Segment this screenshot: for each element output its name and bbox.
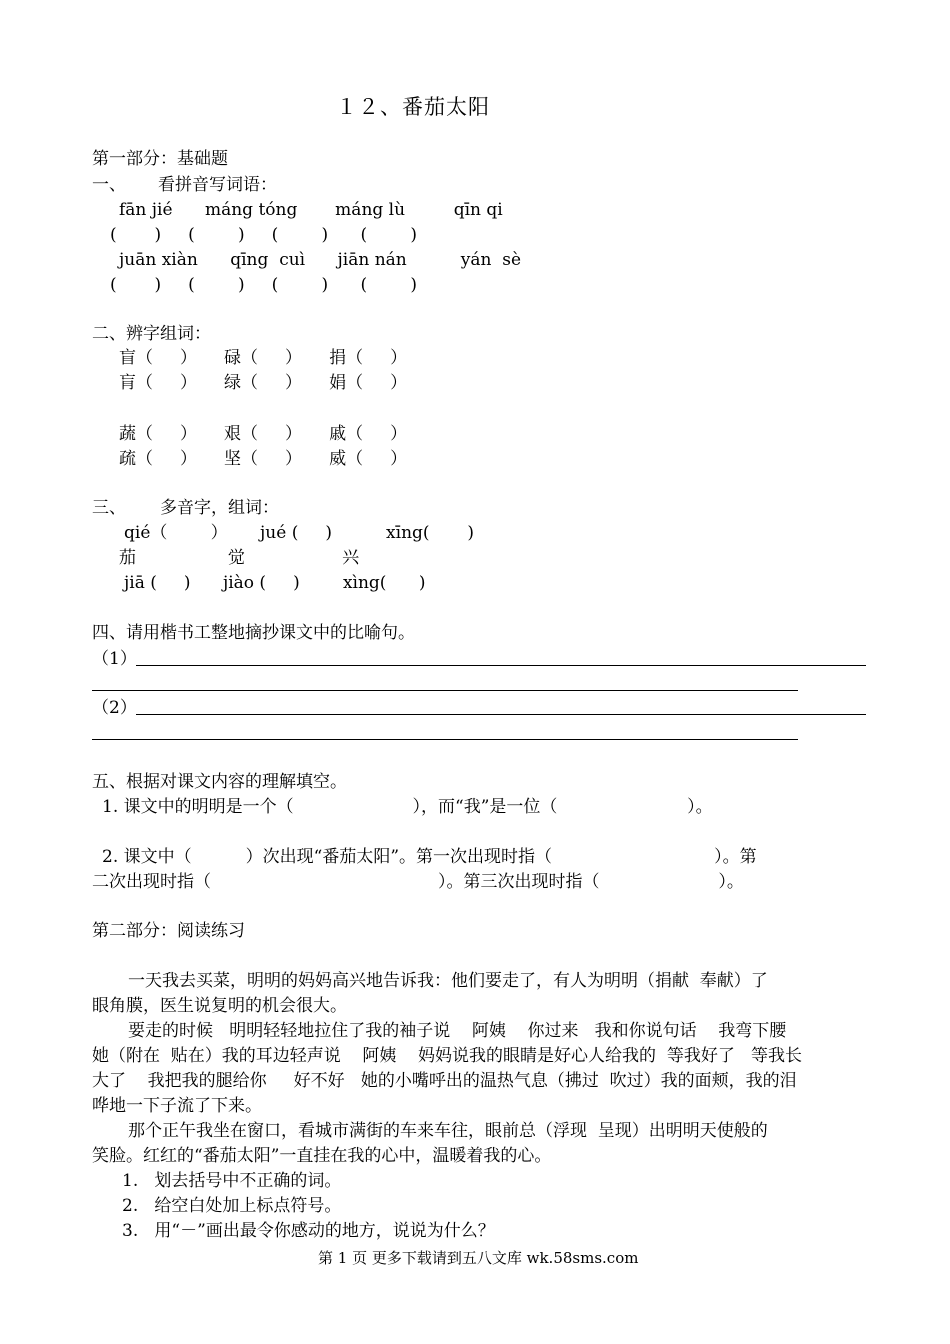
answer-line[interactable] xyxy=(92,690,798,691)
q1-label: 一、 xyxy=(92,175,126,195)
q1-pinyin-row1: fān jié máng tóng máng lù qīn qi xyxy=(119,200,503,220)
q1-text: 看拼音写词语： xyxy=(158,175,277,195)
answer-line[interactable] xyxy=(136,665,866,666)
q1-blanks-row1: ( ) ( ) ( ) ( ) xyxy=(110,225,418,245)
q4-item2-label: （2） xyxy=(92,698,137,718)
q3-label: 三、 xyxy=(92,498,126,518)
q3-row3: jiā ( ) jiào ( ) xìng( ) xyxy=(124,573,426,593)
q5-item1: 1. 课文中的明明是一个（ ），而“我”是一位（ ）。 xyxy=(102,797,713,817)
q2-text: 二、辨字组词： xyxy=(92,324,211,344)
q3-row1: qié（ ） jué ( ) xīng( ) xyxy=(124,523,474,543)
q5-text: 五、根据对课文内容的理解填空。 xyxy=(92,772,347,792)
answer-line[interactable] xyxy=(136,714,866,715)
q1-blanks-row2: ( ) ( ) ( ) ( ) xyxy=(110,275,418,295)
page-footer: 第 1 页 更多下载请到五八文库 wk.58sms.com xyxy=(318,1249,639,1267)
q3-chars: 茄 觉 兴 xyxy=(119,548,360,568)
reading-line: 笑脸。红红的“番茄太阳”一直挂在我的心中，温暖着我的心。 xyxy=(92,1146,552,1166)
reading-line: 眼角膜，医生说复明的机会很大。 xyxy=(92,996,347,1016)
q2-row: 疏（ ） 坚（ ） 威（ ） xyxy=(119,449,408,469)
q2-row: 蔬（ ） 艰（ ） 戚（ ） xyxy=(119,424,408,444)
reading-line: 那个正午我坐在窗口，看城市满街的车来车往，眼前总（浮现 呈现）出明明天使般的 xyxy=(128,1121,768,1141)
part2-heading: 第二部分：阅读练习 xyxy=(92,921,245,941)
reading-line: 要走的时候 明明轻轻地拉住了我的袖子说 阿姨 你过来 我和你说句话 我弯下腰 xyxy=(128,1021,787,1041)
task-item: 2. 给空白处加上标点符号。 xyxy=(122,1196,342,1216)
q4-item1-label: （1） xyxy=(92,649,137,669)
q1-pinyin-row2: juān xiàn qīng cuì jiān nán yán sè xyxy=(119,250,522,270)
q3-text: 多音字，组词： xyxy=(160,498,279,518)
part1-heading: 第一部分：基础题 xyxy=(92,149,228,169)
reading-line: 她（附在 贴在）我的耳边轻声说 阿姨 妈妈说我的眼睛是好心人给我的 等我好了 等我长 xyxy=(92,1046,803,1066)
reading-line: 哗地一下子流了下来。 xyxy=(92,1096,262,1116)
q5-item2b: 二次出现时指（ ）。第三次出现时指（ ）。 xyxy=(92,872,744,892)
q5-item2a: 2. 课文中（ ）次出现“番茄太阳”。第一次出现时指（ ）。第 xyxy=(102,847,757,867)
q2-row: 盲（ ） 碌（ ） 捐（ ） xyxy=(119,348,408,368)
q4-text: 四、请用楷书工整地摘抄课文中的比喻句。 xyxy=(92,623,415,643)
answer-line[interactable] xyxy=(92,739,798,740)
reading-line: 一天我去买菜，明明的妈妈高兴地告诉我：他们要走了，有人为明明（捐献 奉献）了 xyxy=(128,971,768,991)
reading-line: 大了 我把我的腿给你 好不好 她的小嘴呼出的温热气息（拂过 吹过）我的面颊，我的泪 xyxy=(92,1071,797,1091)
q2-row: 肓（ ） 绿（ ） 娟（ ） xyxy=(119,373,408,393)
page-title: １２、番茄太阳 xyxy=(336,95,490,119)
task-item: 1. 划去括号中不正确的词。 xyxy=(122,1171,342,1191)
task-item: 3. 用“－”画出最令你感动的地方，说说为什么？ xyxy=(122,1221,495,1241)
